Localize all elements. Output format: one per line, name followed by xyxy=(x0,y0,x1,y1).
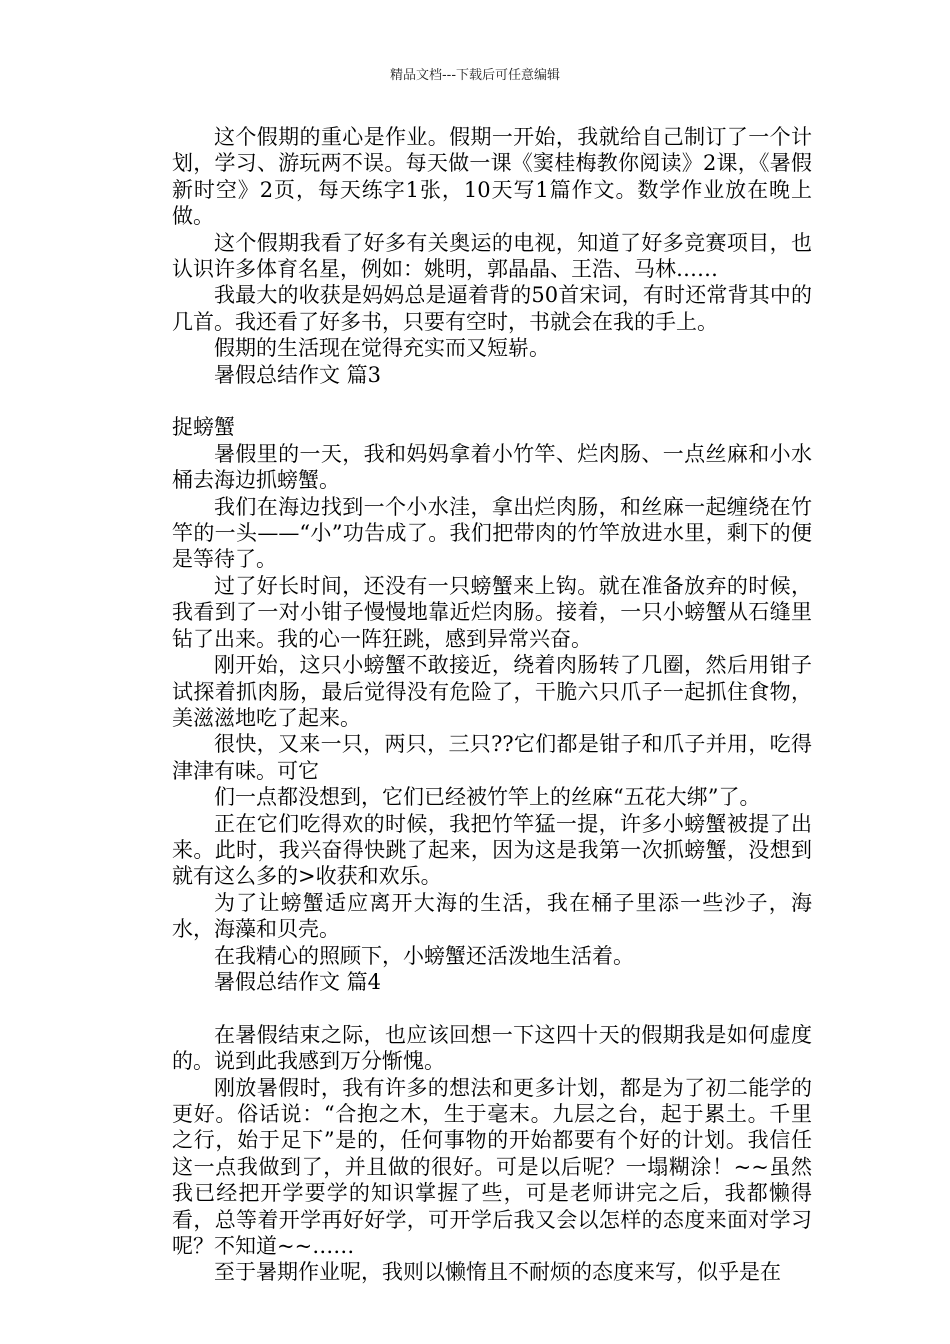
paragraph: 正在它们吃得欢的时候，我把竹竿猛一提，许多小螃蟹被提了出来。此时，我兴奋得快跳了起来，因为这是我第一次抓螃蟹，没想到就有这么多的>收获和欢乐。 xyxy=(172,811,812,889)
paragraph: 刚放暑假时，我有许多的想法和更多计划，都是为了初二能学的更好。俗话说：“合抱之木，生于毫末。九层之台，起于累土。千里之行，始于足下”是的，任何事物的开始都要有个好的计划。我信任这一点我做到了，并且做的很好。可是以后呢？一塌糊涂！~~虽然我已经把开学要学的知识掌握了些，可是老师讲完之后，我都懒得看，总等着开学再好好学，可开学后我又会以怎样的态度来面对学习呢？不知道~~…… xyxy=(172,1075,812,1259)
paragraph: 假期的生活现在觉得充实而又短崭。 xyxy=(214,336,550,361)
section-heading: 暑假总结作文 篇4 xyxy=(214,969,382,994)
blank-line xyxy=(172,995,812,1021)
paragraph: 过了好长时间，还没有一只螃蟹来上钩。就在准备放弃的时候，我看到了一对小钳子慢慢地靠近烂肉肠。接着，一只小螃蟹从石缝里钻了出来。我的心一阵狂跳，感到异常兴奋。 xyxy=(172,573,812,651)
paragraph: 这个假期我看了好多有关奥运的电视，知道了好多竞赛项目，也认识许多体育名星，例如：姚明，郭晶晶、王浩、马林…… xyxy=(172,230,812,282)
paragraph: 们一点都没想到，它们已经被竹竿上的丝麻“五花大绑”了。 xyxy=(214,785,761,810)
document-body xyxy=(172,124,812,1286)
page-header: 精品文档---下载后可任意编辑 xyxy=(389,68,561,83)
paragraph: 这个假期的重心是作业。假期一开始，我就给自己制订了一个计划，学习、游玩两不误。每天做一课《窦桂梅教你阅读》2课，《暑假新时空》2页，每天练字1张，10天写1篇作文。数学作业放在晚上做。 xyxy=(172,125,812,229)
story-title: 捉螃蟹 xyxy=(172,415,235,440)
paragraph: 刚开始，这只小螃蟹不敢接近，绕着肉肠转了几圈，然后用钳子试探着抓肉肠，最后觉得没有危险了，干脆六只爪子一起抓住食物，美滋滋地吃了起来。 xyxy=(172,653,812,730)
paragraph: 为了让螃蟹适应离开大海的生活，我在桶子里添一些沙子，海水，海藻和贝壳。 xyxy=(172,890,812,942)
paragraph: 很快，又来一只，两只，三只??它们都是钳子和爪子并用，吃得津津有味。可它 xyxy=(172,732,812,783)
blank-line xyxy=(172,388,812,414)
section-heading: 暑假总结作文 篇3 xyxy=(214,362,382,387)
paragraph: 在暑假结束之际，也应该回想一下这四十天的假期我是如何虚度的。说到此我感到万分惭愧。 xyxy=(172,1022,812,1074)
paragraph: 暑假里的一天，我和妈妈拿着小竹竿、烂肉肠、一点丝麻和小水桶去海边抓螃蟹。 xyxy=(172,441,812,493)
paragraph: 我们在海边找到一个小水洼，拿出烂肉肠，和丝麻一起缠绕在竹竿的一头——“小”功告成了。我们把带肉的竹竿放进水里，剩下的便是等待了。 xyxy=(172,494,812,572)
paragraph: 在我精心的照顾下，小螃蟹还活泼地生活着。 xyxy=(214,943,634,968)
paragraph: 至于暑期作业呢，我则以懒惰且不耐烦的态度来写，似乎是在 xyxy=(214,1260,781,1285)
paragraph: 我最大的收获是妈妈总是逼着背的50首宋词，有时还常背其中的几首。我还看了好多书，只要有空时，书就会在我的手上。 xyxy=(172,283,812,334)
